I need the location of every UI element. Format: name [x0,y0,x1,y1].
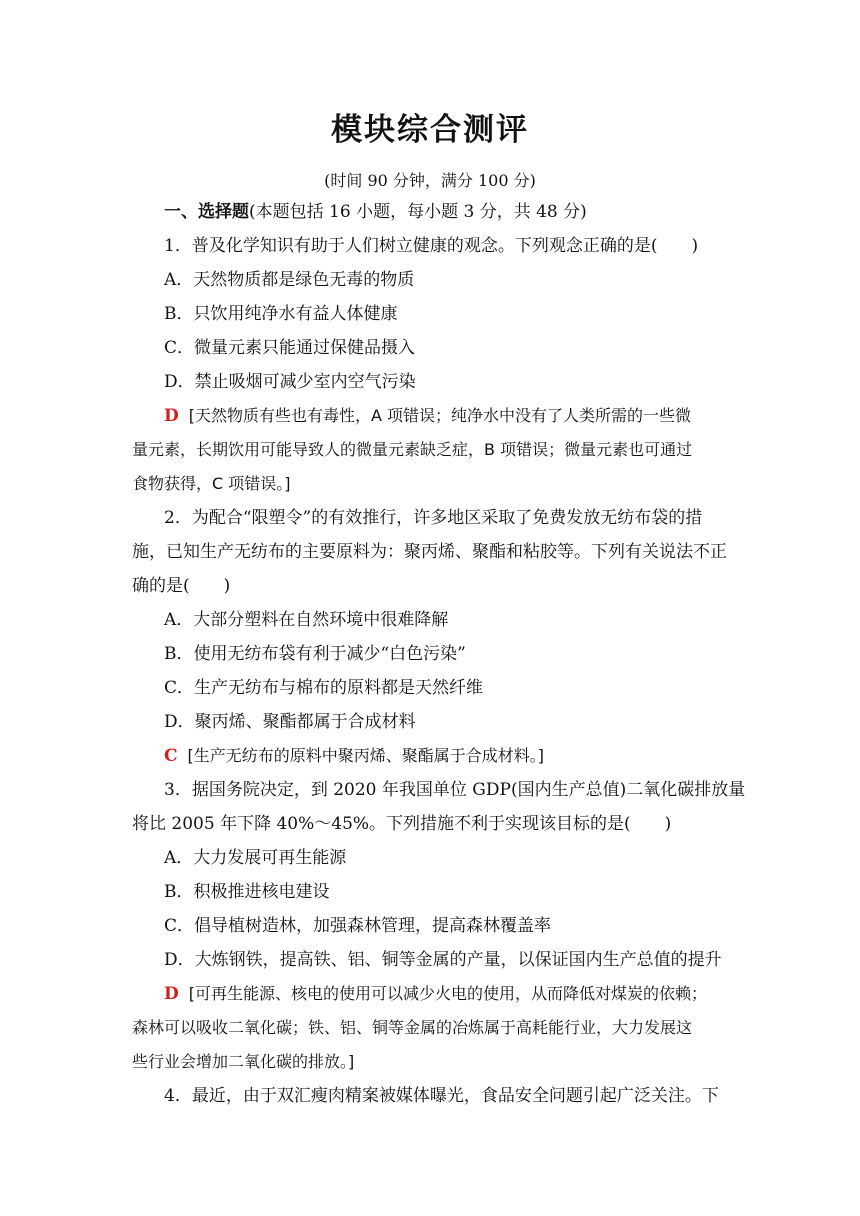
q1-explanation-line: 食物获得，C 项错误。] [132,474,291,493]
q2-answer: C [164,746,178,766]
q2-explanation-line: [生产无纺布的原料中聚丙烯、聚酯属于合成材料。] [187,746,545,765]
q4-stem-line: 4．最近，由于双汇瘦肉精案被媒体曝光，食品安全问题引起广泛关注。下 [164,1086,719,1106]
q3-option-b: B．积极推进核电建设 [164,882,330,902]
q2-stem-line: 2．为配合“限塑令”的有效推行，许多地区采取了免费发放无纺布袋的措 [164,508,703,528]
q2-option-d: D．聚丙烯、聚酯都属于合成材料 [164,712,416,732]
q3-answer: D [164,984,179,1004]
q2-stem-line: 施，已知生产无纺布的主要原料为：聚丙烯、聚酯和粘胶等。下列有关说法不正 [132,542,727,562]
q3-option-a: A．大力发展可再生能源 [164,848,347,868]
q2-option-c: C．生产无纺布与棉布的原料都是天然纤维 [164,678,484,698]
q3-option-c: C．倡导植树造林，加强森林管理，提高森林覆盖率 [164,916,552,936]
exam-info: (时间 90 分钟，满分 100 分) [324,171,536,190]
q2-option-b: B．使用无纺布袋有利于减少“白色污染” [164,644,466,664]
q3-stem-line: 3．据国务院决定，到 2020 年我国单位 GDP(国内生产总值)二氧化碳排放量 [164,780,746,800]
q1-option-b: B．只饮用纯净水有益人体健康 [164,304,398,324]
section-heading: 一、选择题 [164,202,249,222]
section-heading-row [164,199,764,225]
q3-explanation-line: 些行业会增加二氧化碳的排放。] [132,1052,355,1071]
q1-stem: 1．普及化学知识有助于人们树立健康的观念。下列观念正确的是( ) [164,236,699,256]
q2-answer-row [164,743,764,769]
q3-option-d: D．大炼钢铁，提高铁、铝、铜等金属的产量，以保证国内生产总值的提升 [164,950,722,970]
q1-explanation-line: [天然物质有些也有毒性，A 项错误；纯净水中没有了人类所需的一些微 [188,406,692,425]
q1-option-c: C．微量元素只能通过保健品摄入 [164,338,416,358]
page-title: 模块综合测评 [331,112,529,148]
section-note: (本题包括 16 小题，每小题 3 分，共 48 分) [249,202,587,222]
q1-answer: D [164,406,179,426]
q1-answer-row [164,403,732,429]
q2-option-a: A．大部分塑料在自然环境中很难降解 [164,610,449,630]
q3-stem-line: 将比 2005 年下降 40%～45%。下列措施不利于实现该目标的是( ) [132,814,672,834]
q1-option-d: D．禁止吸烟可减少室内空气污染 [164,372,416,392]
q2-stem-line: 确的是( ) [132,576,231,596]
q1-explanation-line: 量元素，长期饮用可能导致人的微量元素缺乏症，B 项错误；微量元素也可通过 [132,440,693,459]
q1-option-a: A．天然物质都是绿色无毒的物质 [164,270,415,290]
q3-explanation-line: 森林可以吸收二氧化碳；铁、铝、铜等金属的冶炼属于高耗能行业，大力发展这 [132,1018,693,1037]
q3-explanation-line: [可再生能源、核电的使用可以减少火电的使用，从而降低对煤炭的依赖； [188,984,707,1003]
q3-answer-row [164,981,732,1007]
